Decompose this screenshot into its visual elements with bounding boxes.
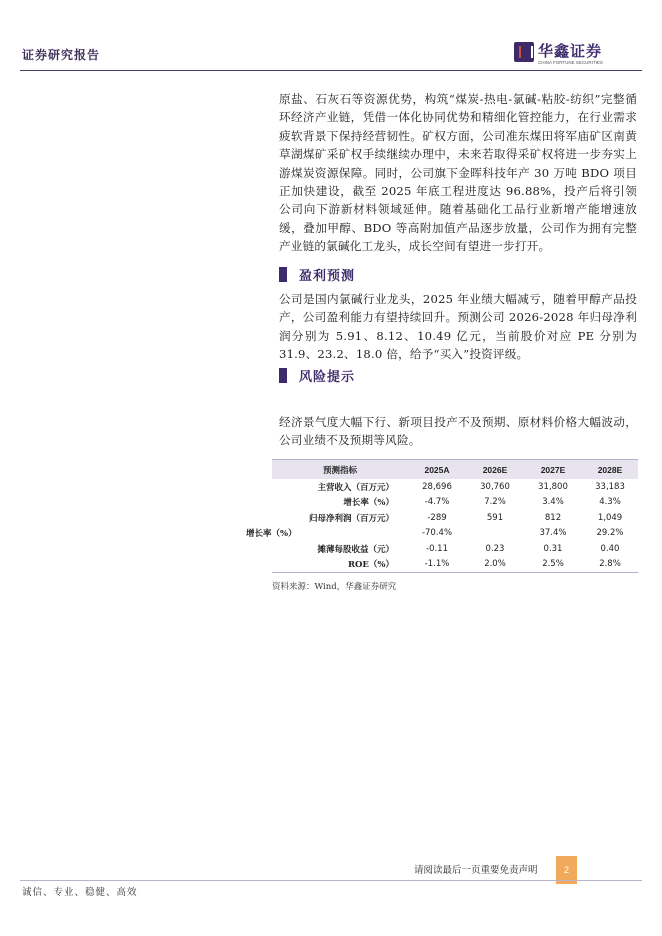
- table-cell: [466, 526, 524, 542]
- section-heading-risk: [279, 366, 355, 384]
- row-label: ROE（%）: [272, 557, 408, 573]
- table-header-row: [272, 460, 638, 480]
- table-cell: 7.2%: [484, 497, 506, 508]
- company-motto: 诚信、专业、稳健、高效: [22, 887, 138, 898]
- table-cell: 37.4%: [539, 528, 567, 539]
- table-cell: 4.3%: [599, 497, 621, 508]
- table-header-cell: 2026E: [466, 460, 524, 480]
- section-title: 盈利预测: [299, 268, 356, 284]
- table-cell: 30,760: [480, 481, 510, 492]
- row-label: 摊薄每股收益（元）: [317, 544, 394, 555]
- report-type-title: 证券研究报告: [22, 48, 101, 62]
- table-cell: -0.11: [426, 543, 448, 554]
- table-cell: 2.5%: [524, 557, 582, 573]
- disclaimer-notice: 请阅读最后一页重要免责声明: [414, 865, 538, 876]
- table-cell: 29.2%: [596, 528, 624, 539]
- table-cell: 1,049: [597, 512, 623, 523]
- table-cell: 2.0%: [466, 557, 524, 573]
- body-paragraph-1: 原盐、石灰石等资源优势，构筑“煤炭-热电-氯碱-粘胶-纺织”完整循环经济产业链，凭借一体化协同优势和精细化管控能力，在行业需求疲软背景下保持经营韧性。矿权方面，公司准东煤田将军庙矿区南黄草湖煤矿采矿权手续继续办理中，未来若取得采矿权将进一步夯实上游煤炭资源保障。同时，公司旗下金晖科技年产 30 万吨 BDO 项目正加快建设，截至 2025 年底工程进度达 96.88%，投产后将引领公司向下游新材料领域延伸。随着基础化工品行业新增产能增速放缓，叠加甲醇、BDO 等高附加值产品逐步放量，公司作为拥有完整产业链的氯碱化工龙头，成长空间有望进一步打开。: [279, 92, 637, 254]
- row-label: 增长率（%）: [343, 498, 394, 509]
- body-paragraph-2: 公司是国内氯碱行业龙头，2025 年业绩大幅减亏，随着甲醇产品投产，公司盈利能力有望持续回升。预测公司 2026-2028 年归母净利润分别为 5.91、8.12、10.49 亿元，当前股价对应 PE 分别为 31.9、23.2、18.0 倍，给予“买入”投资评级。: [279, 292, 637, 362]
- body-paragraph-2-container: [279, 290, 637, 364]
- forecast-table: [246, 459, 638, 573]
- table-cell: -4.7%: [424, 497, 450, 508]
- table-cell: 0.23: [485, 543, 505, 554]
- table-row: [272, 541, 638, 557]
- table-row: [272, 479, 638, 495]
- table-header-cell: 预测指标: [272, 460, 408, 480]
- body-paragraph-3: 经济景气度大幅下行、新项目投产不及预期、原材料价格大幅波动，公司业绩不及预期等风险。: [279, 415, 637, 448]
- table-header-cell: 2027E: [524, 460, 582, 480]
- table-header-cell: 2028E: [582, 460, 638, 480]
- table-row: [272, 526, 638, 542]
- table-row: [272, 510, 638, 526]
- body-paragraph-3-container: [279, 413, 637, 450]
- table-cell: -289: [427, 512, 447, 523]
- section-title: 风险提示: [299, 369, 356, 385]
- table-cell: -70.4%: [421, 528, 453, 539]
- section-heading-profit-forecast: [279, 265, 355, 283]
- table-cell: 591: [486, 512, 504, 523]
- section-bar-icon: [279, 368, 287, 383]
- page-number: 2: [556, 856, 577, 884]
- table-cell: 28,696: [422, 481, 452, 492]
- table-header-cell: 2025A: [408, 460, 466, 480]
- table-cell: 0.31: [543, 543, 563, 554]
- table-cell: 2.8%: [582, 557, 638, 573]
- header-divider: [20, 70, 642, 71]
- table-row: [272, 495, 638, 511]
- row-label: 归母净利润（百万元）: [308, 513, 394, 524]
- table-cell: 33,183: [595, 481, 625, 492]
- row-label: 主营收入（百万元）: [317, 482, 394, 493]
- logo-mark-icon: [514, 42, 534, 62]
- logo-english-name: CHINA FORTUNE SECURITIES: [538, 60, 603, 65]
- table-cell: 0.40: [600, 543, 620, 554]
- row-label: 增长率（%）: [246, 529, 297, 540]
- table-cell: -1.1%: [408, 557, 466, 573]
- footer-divider: [20, 880, 642, 881]
- table-source-note: 资料来源：Wind，华鑫证券研究: [272, 582, 397, 592]
- body-paragraph-1-container: [279, 90, 637, 256]
- table-cell: 812: [544, 512, 562, 523]
- table-row: [272, 557, 638, 573]
- logo-chinese-name: 华鑫证券: [538, 42, 603, 60]
- table-cell: 3.4%: [542, 497, 564, 508]
- table-cell: 31,800: [538, 481, 568, 492]
- company-logo: [514, 40, 610, 70]
- section-bar-icon: [279, 267, 287, 282]
